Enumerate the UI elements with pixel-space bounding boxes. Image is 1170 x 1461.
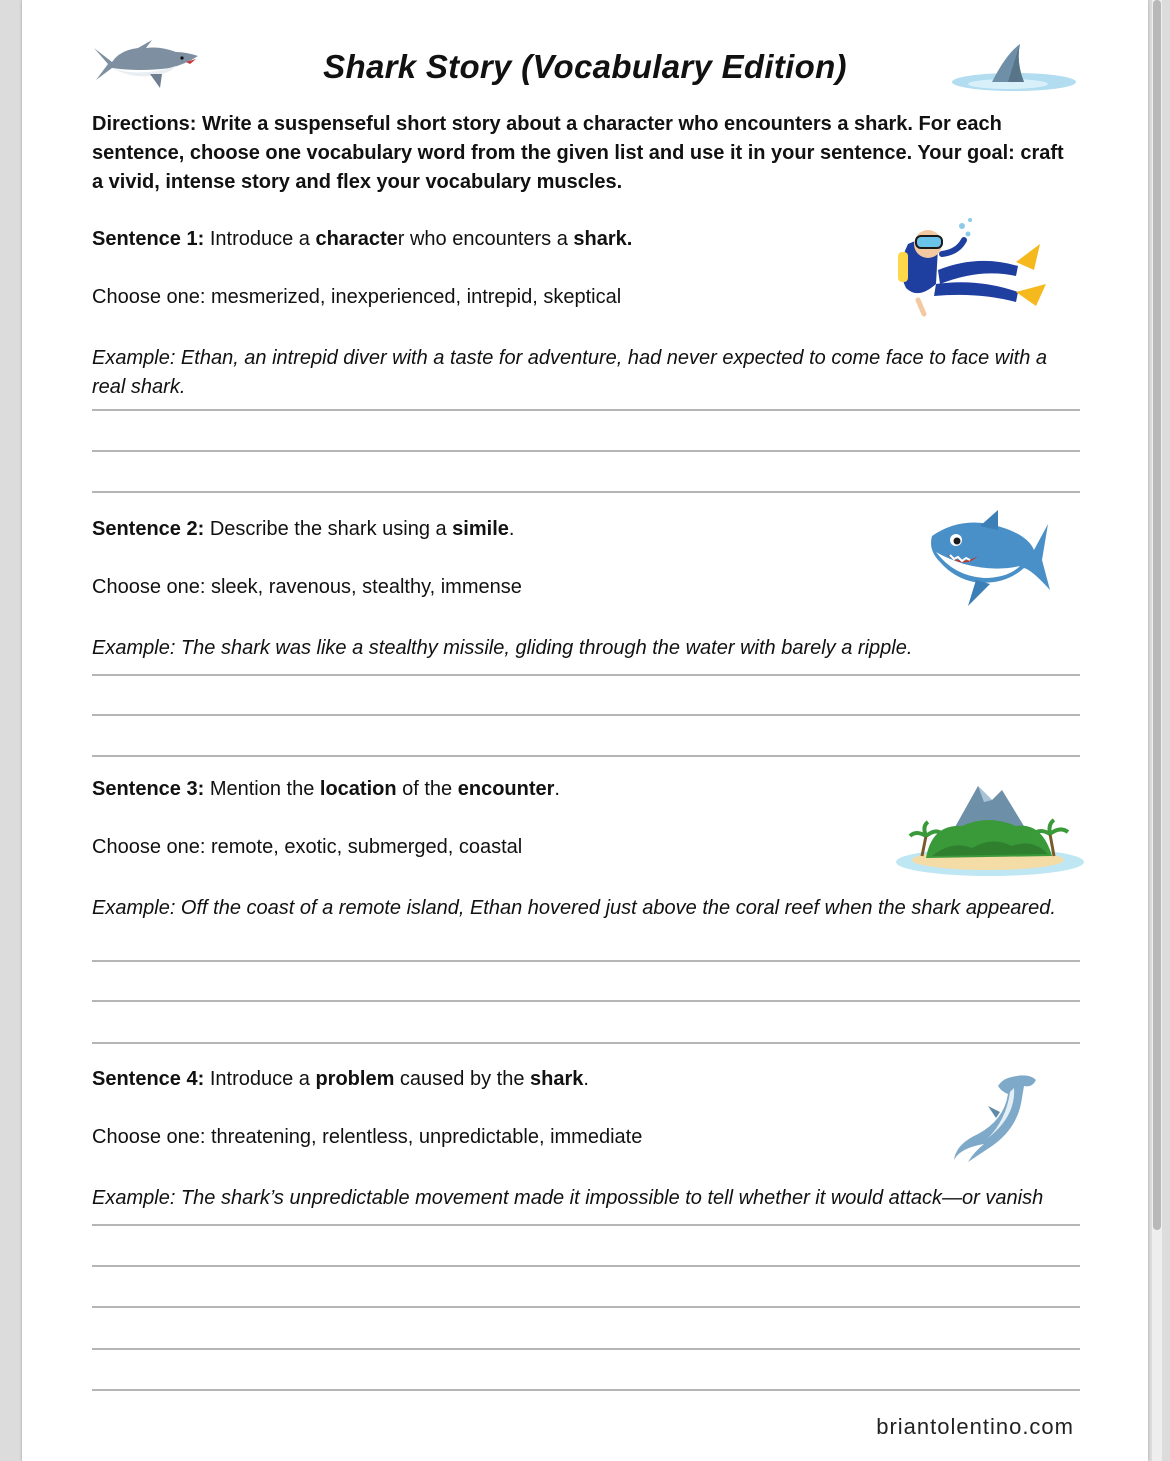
answer-line[interactable]	[92, 1306, 1080, 1308]
answer-line[interactable]	[92, 960, 1080, 962]
sentence-1-prompt: Sentence 1: Introduce a character who encounters a shark.	[92, 228, 633, 250]
sentence-3-example: Example: Off the coast of a remote island, Ethan hovered just above the coral reef when the shark appeared.	[92, 897, 1056, 919]
sentence-2-prompt: Sentence 2: Describe the shark using a simile.	[92, 518, 515, 540]
sentence-2-example: Example: The shark was like a stealthy missile, gliding through the water with barely a ripple.	[92, 637, 913, 659]
footer-website: briantolentino.com	[876, 1414, 1074, 1439]
sentence-3-word-choices: Choose one: remote, exotic, submerged, coastal	[92, 836, 523, 858]
answer-line[interactable]	[92, 450, 1080, 452]
page-title: Shark Story (Vocabulary Edition)	[323, 48, 847, 85]
answer-line[interactable]	[92, 1000, 1080, 1002]
answer-line[interactable]	[92, 755, 1080, 757]
shark-fin-icon	[948, 40, 1080, 96]
sentence-2-word-choices: Choose one: sleek, ravenous, stealthy, immense	[92, 576, 522, 598]
directions-text: Directions: Write a suspenseful short story about a character who encounters a shark. For each sentence, choose one vocabulary word from the given list and use it in your sentence. Your goal: craft a vivid, intense story and flex your vocabulary muscles.	[92, 113, 1064, 193]
hammerhead-shark-icon	[944, 1068, 1044, 1168]
answer-line[interactable]	[92, 1348, 1080, 1350]
sentence-4-example: Example: The shark’s unpredictable movement made it impossible to tell whether it would attack—or vanish	[92, 1187, 1044, 1209]
tropical-island-icon	[892, 780, 1088, 880]
great-white-shark-icon	[90, 38, 202, 96]
answer-line[interactable]	[92, 1042, 1080, 1044]
answer-line[interactable]	[92, 491, 1080, 493]
scrollbar[interactable]	[1152, 0, 1162, 1461]
sentence-3-prompt: Sentence 3: Mention the location of the encounter.	[92, 778, 560, 800]
answer-line[interactable]	[92, 714, 1080, 716]
sentence-4-prompt: Sentence 4: Introduce a problem caused by the shark.	[92, 1068, 589, 1090]
cartoon-shark-icon	[924, 506, 1054, 612]
answer-line[interactable]	[92, 1224, 1080, 1226]
sentence-4-word-choices: Choose one: threatening, relentless, unpredictable, immediate	[92, 1126, 643, 1148]
answer-line[interactable]	[92, 1389, 1080, 1391]
scrollbar-thumb[interactable]	[1153, 0, 1161, 1230]
answer-line[interactable]	[92, 1265, 1080, 1267]
scuba-diver-icon	[888, 214, 1050, 322]
sentence-1-word-choices: Choose one: mesmerized, inexperienced, intrepid, skeptical	[92, 286, 622, 308]
sentence-1-example: Example: Ethan, an intrepid diver with a taste for adventure, had never expected to come face to face with a real shark.	[92, 347, 1047, 398]
answer-line[interactable]	[92, 409, 1080, 411]
answer-line[interactable]	[92, 674, 1080, 676]
